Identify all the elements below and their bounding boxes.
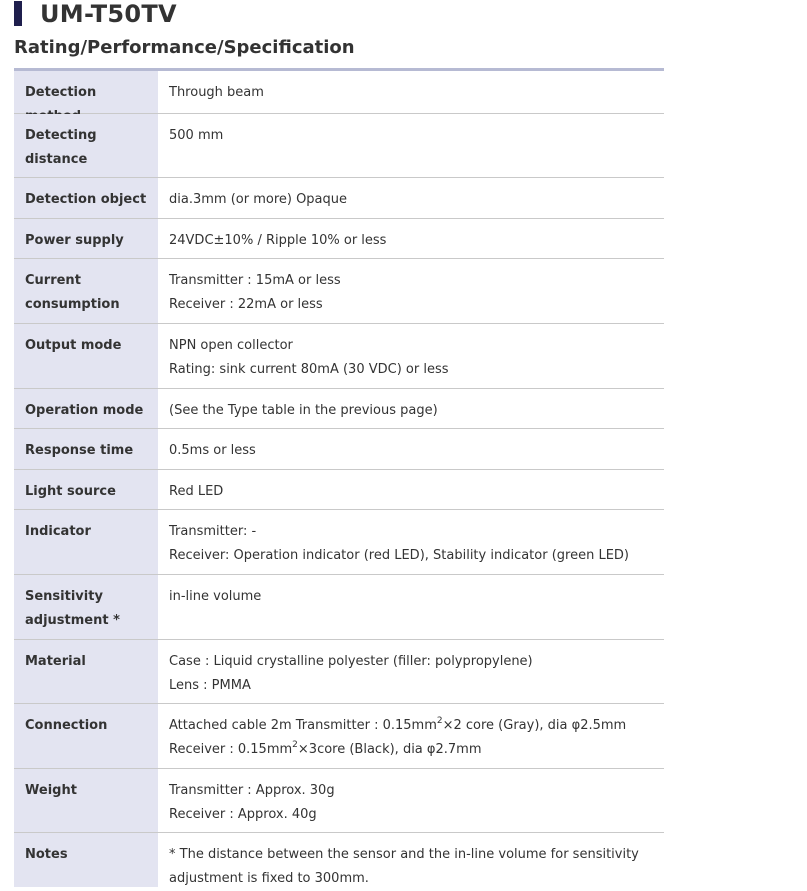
spec-label xyxy=(14,575,158,639)
spec-value xyxy=(158,324,664,388)
spec-label-line: Detecting xyxy=(25,128,97,143)
connection-text: Receiver : 0.15mm xyxy=(169,742,293,757)
spec-label: Operation mode xyxy=(14,389,158,428)
spec-row-operation-mode xyxy=(14,389,664,429)
spec-row-weight xyxy=(14,769,664,833)
spec-value xyxy=(158,704,664,768)
spec-row-detection-method xyxy=(14,71,664,114)
spec-label: Response time xyxy=(14,429,158,469)
spec-row-response-time xyxy=(14,429,664,470)
spec-value-line: Lens : PMMA xyxy=(169,678,251,693)
spec-value-line: Receiver : 22mA or less xyxy=(169,297,323,312)
spec-value: Through beam xyxy=(169,85,264,100)
spec-value: in-line volume xyxy=(169,589,262,604)
spec-value-line: Case : Liquid crystalline polyester (filler: polypropylene) xyxy=(169,654,533,669)
spec-value: dia.3mm (or more) Opaque xyxy=(169,192,348,207)
spec-label-line: consumption xyxy=(25,297,120,312)
spec-label: Indicator xyxy=(14,510,158,574)
spec-row-power-supply xyxy=(14,219,664,259)
spec-label-line: distance xyxy=(25,152,88,167)
spec-row-material xyxy=(14,640,664,704)
spec-label: Weight xyxy=(14,769,158,832)
spec-value-line: * The distance between the sensor and the in-line volume for sensitivity xyxy=(169,847,639,862)
connection-text: Attached cable 2m Transmitter : 0.15mm xyxy=(169,718,437,733)
spec-value-line xyxy=(169,738,656,762)
spec-label: Light source xyxy=(14,470,158,509)
spec-value xyxy=(158,640,664,703)
spec-label: Material xyxy=(14,640,158,703)
spec-value-line: Transmitter : 15mA or less xyxy=(169,273,341,288)
spec-label: Connection xyxy=(14,704,158,768)
spec-value-line: adjustment is fixed to 300mm. xyxy=(169,871,369,886)
connection-text: ×2 core (Gray), dia φ2.5mm xyxy=(442,718,627,733)
spec-label xyxy=(14,114,158,177)
spec-value xyxy=(158,833,664,887)
model-heading xyxy=(14,0,177,27)
spec-value: (See the Type table in the previous page) xyxy=(169,403,438,418)
spec-value xyxy=(158,769,664,832)
connection-text: ×3core (Black), dia φ2.7mm xyxy=(297,742,482,757)
superscript: 2 xyxy=(292,739,298,750)
model-title: UM-T50TV xyxy=(40,0,177,28)
spec-label: Power supply xyxy=(14,219,158,258)
spec-label: Output mode xyxy=(14,324,158,388)
spec-value-line: Transmitter : Approx. 30g xyxy=(169,783,335,798)
spec-label xyxy=(14,259,158,323)
spec-label-line: Current xyxy=(25,273,81,288)
spec-table xyxy=(14,68,664,887)
spec-value xyxy=(158,259,664,323)
heading-marker xyxy=(14,1,22,26)
spec-value-line: Transmitter: - xyxy=(169,524,257,539)
spec-row-notes xyxy=(14,833,664,887)
spec-label: Detection xyxy=(14,71,158,113)
spec-value: 24VDC±10% / Ripple 10% or less xyxy=(169,233,387,248)
spec-value: Red LED xyxy=(169,484,224,499)
spec-row-current-consumption xyxy=(14,259,664,324)
spec-label: Notes xyxy=(14,833,158,887)
spec-row-indicator xyxy=(14,510,664,575)
spec-row-connection xyxy=(14,704,664,769)
spec-value: 500 mm xyxy=(169,128,224,143)
spec-value: 0.5ms or less xyxy=(169,443,256,458)
spec-value-line xyxy=(169,714,656,738)
spec-row-light-source xyxy=(14,470,664,510)
spec-row-output-mode xyxy=(14,324,664,389)
spec-row-detecting-distance xyxy=(14,114,664,178)
spec-label-line: Sensitivity xyxy=(25,589,103,604)
spec-label-line: adjustment * xyxy=(25,613,120,628)
spec-value-line: NPN open collector xyxy=(169,338,293,353)
section-title: Rating/Performance/Specification xyxy=(14,37,355,58)
superscript: 2 xyxy=(436,715,443,726)
spec-value-line: Receiver: Operation indicator (red LED), Stability indicator (green LED) xyxy=(169,548,629,563)
spec-value-line: Receiver : Approx. 40g xyxy=(169,807,317,822)
spec-row-sensitivity-adjustment xyxy=(14,575,664,640)
spec-row-detection-object xyxy=(14,178,664,219)
spec-label: Detection object xyxy=(14,178,158,218)
spec-value-line: Rating: sink current 80mA (30 VDC) or less xyxy=(169,362,449,377)
spec-value xyxy=(158,510,664,574)
